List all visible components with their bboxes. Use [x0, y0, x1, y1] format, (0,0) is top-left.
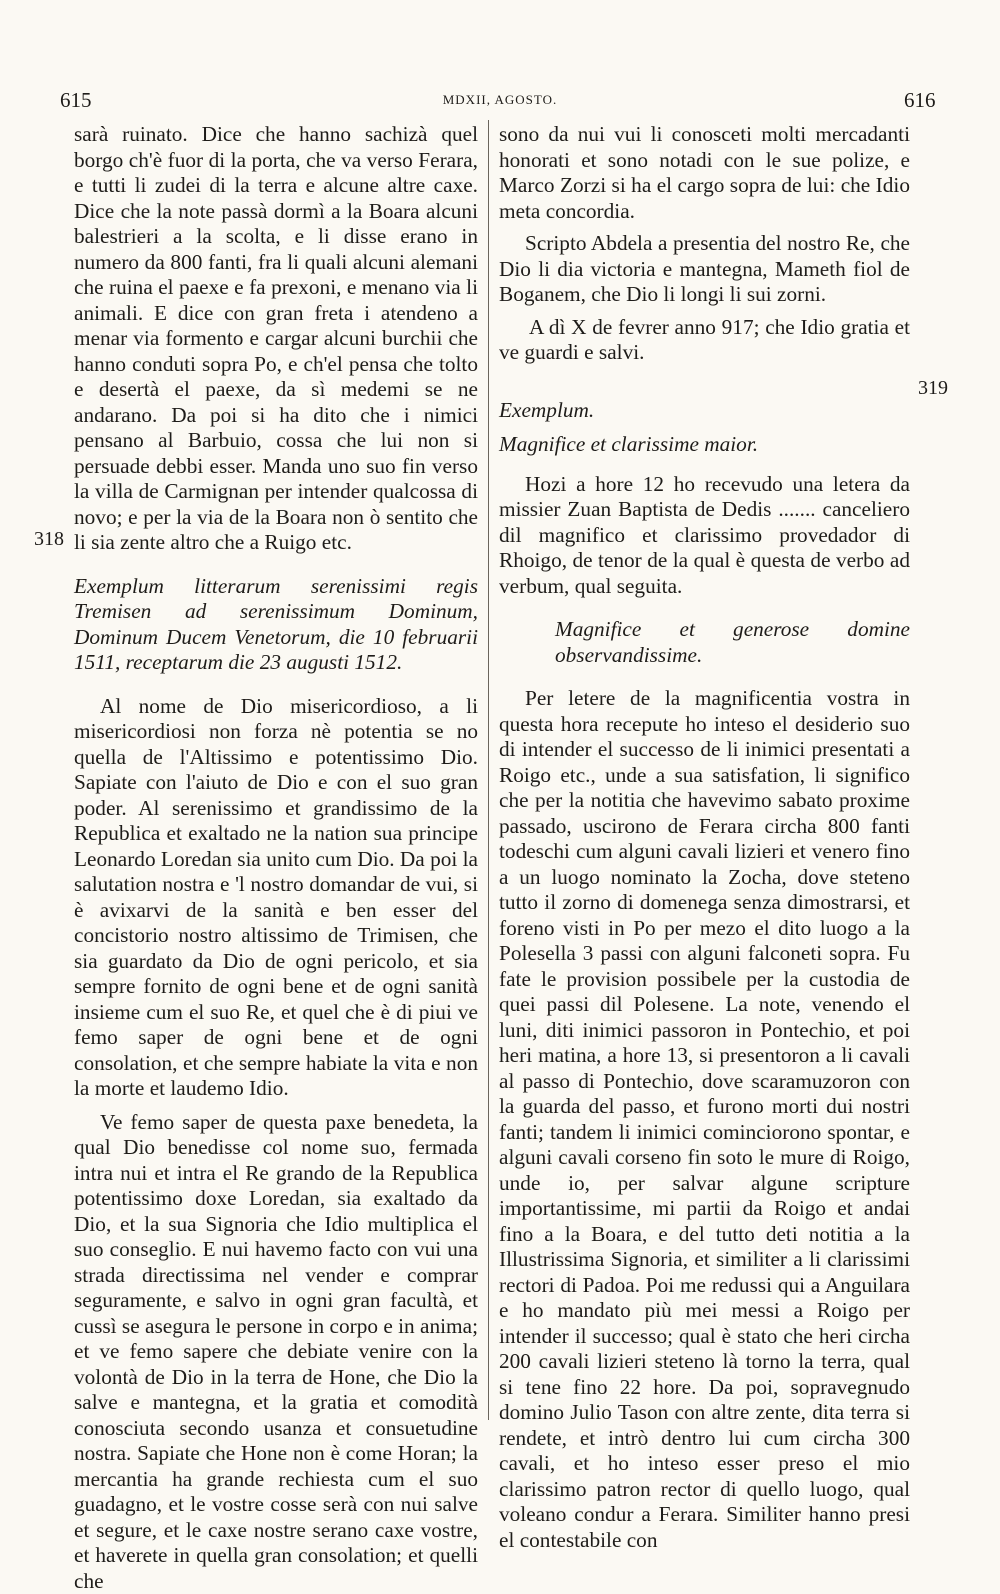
- left-paragraph-2: Al nome de Dio misericordioso, a li misericordiosi non forza nè potentia se no quella de l'Altissimo e potentissimo Dio. Sapiate con l'aiuto de Dio e con el suo gran poder. Al serenissimo et grandissimo de la Republica et exaltado ne la nation sua principe Leonardo Loredan sia unito cum Dio. Da poi la salutation nostra e 'l nostro domandar de vui, si è avixarvi de la sanità e ben esser del concistorio nostro altissimo de Trimisen, che sia guardato da Dio de ogni pericolo, et sia sempre fornito de ogni bene et de ogni sanità insieme cum el suo Re, et quel che è di piui ve femo saper de ogni bene et de ogni consolation, et che sempre habiate la vita e non la morte et laudemo Idio.: [74, 694, 478, 1102]
- margin-number-319: 319: [918, 377, 948, 400]
- right-paragraph-4: Hozi a hore 12 ho recevudo una letera da missier Zuan Baptista de Dedis ....... canceliero dil magnifico et clarissimo provedador di Rhoigo, de tenor de la qual è questa de verbo ad verbum, qual seguita.: [499, 472, 910, 600]
- running-head: MDXII, AGOSTO.: [0, 92, 1000, 108]
- column-divider: [488, 120, 489, 1420]
- right-paragraph-1: sono da nui vui li conosceti molti mercadanti honorati et sono notadi con le sue polize, e Marco Zorzi si ha el cargo sopra de lui: che Idio meta concordia.: [499, 122, 910, 224]
- left-paragraph-1: sarà ruinato. Dice che hanno sachizà quel borgo ch'è fuor di la porta, che va verso Ferara, e tutti li zudei di la terra e alcune altre caxe. Dice che la note passà dormì a la Boara alcuni balestrieri a la scolta, e li disse erano in numero da 800 fanti, fra li quali alcuni alemani che ruina el paexe e fa prexoni, e menano via li animali. E dice con gran freta i atendeno a menar via formento e cargar alcuni burchii che hanno conduti sopra Po, e ch'el pensa che tolto e desertà el paexe, da sì medemi se ne andarano. Da poi si ha dito che i nimici pensano al Barbuio, cossa che lui non si persuade debbi esser. Manda uno suo fin verso la villa de Carmignan per intender qualcossa di novo; e per la via de la Boara non ò sentito che li sia zente altro che a Ruigo etc.: [74, 122, 478, 556]
- margin-number-318: 318: [34, 528, 64, 551]
- right-paragraph-3: A dì X de fevrer anno 917; che Idio gratia et ve guardi e salvi.: [499, 315, 910, 366]
- left-heading: Exemplum litterarum serenissimi regis Tremisen ad serenissimum Dominum, Dominum Ducem Venetorum, die 10 februarii 1511, receptarum die 23 augusti 1512.: [74, 574, 478, 676]
- right-column: [499, 122, 910, 1553]
- right-paragraph-2: Scripto Abdela a presentia del nostro Re, che Dio li dia victoria e mantegna, Mameth fiol de Boganem, che Dio li longi li sui zorni.: [499, 231, 910, 308]
- left-column: [74, 122, 478, 1594]
- right-heading-3: Magnifice et generose domine observandissime.: [499, 617, 910, 668]
- page-number-left: 615: [60, 88, 92, 113]
- right-heading-2: Magnifice et clarissime maior.: [499, 432, 910, 458]
- right-paragraph-5: Per letere de la magnificentia vostra in questa hora recepute ho inteso el desiderio suo di intender el successo de li inimici presentati a Roigo etc., unde a sua satisfation, li significo che per la notitia che havevimo sabato proxime passado, uscirono de Ferara circha 800 fanti todeschi cum alguni cavali lizieri et venero fino a un luogo nominato la Zocha, dove steteno tutto il zorno di domenega senza dimostrarsi, et foreno visti in Po per mezo el dito luogo a la Polesella 3 passi con alguni falconeti sopra. Fu fate le provision possibele per la custodia de quei passi dil Polesene. La note, venendo el luni, diti inimici passoron in Pontechio, et poi heri matina, a hore 13, si presentoron a li cavali al passo di Pontechio, dove scaramuzoron con la guarda del passo, et furono morti dui nostri fanti; tandem li inimici cominciorono spontar, e alguni cavali corseno fin soto le mure di Roigo, unde io, per salvar algune scripture importantissime, mi partii da Roigo et andai fino a la Boara, e del tutto deti notitia a la Illustrissima Signoria, et similiter a li clarissimi rectori di Padoa. Poi me redussi qui a Anguilara e ho mandato più mei messi a Roigo per intender il successo; qual è stato che heri circha 200 cavali lizieri steteno là torno la terra, qual si tene fino 22 hore. Da poi, sopravegnudo domino Julio Tason con altre zente, dita terra si rendete, et intrò dentro lui cum circha 300 cavali, et ho inteso esser preso el mio clarissimo patron rector di quello luogo, qual voleano condur a Ferara. Similiter hanno presi el contestabile con: [499, 686, 910, 1553]
- page-number-right: 616: [904, 88, 936, 113]
- left-paragraph-3: Ve femo saper de questa paxe benedeta, la qual Dio benedisse col nome suo, fermada intra nui et intra el Re grando de la Republica potentissimo doxe Loredan, sia exaltado da Dio, et la sua Signoria che Idio multiplica el suo conseglio. E nui havemo facto con vui una strada directissima nel vender e comprar seguramente, e salvo in ogni gran facultà, et cussì se asegura le persone in corpo e in anima; et ve femo sapere che debiate venire con la volontà de Dio in la terra de Hone, che Dio la salve e mantegna, et la gratia et comodità conosciuta secondo usanza et consuetudine nostra. Sapiate che Hone non è come Horan; la mercantia ha grande rechiesta cum el suo guadagno, et le vostre cosse serà con nui salve et segure, et le caxe nostre serano caxe vostre, et haverete in quella gran consolation; et quelli che: [74, 1110, 478, 1594]
- right-heading-1: Exemplum.: [499, 398, 910, 424]
